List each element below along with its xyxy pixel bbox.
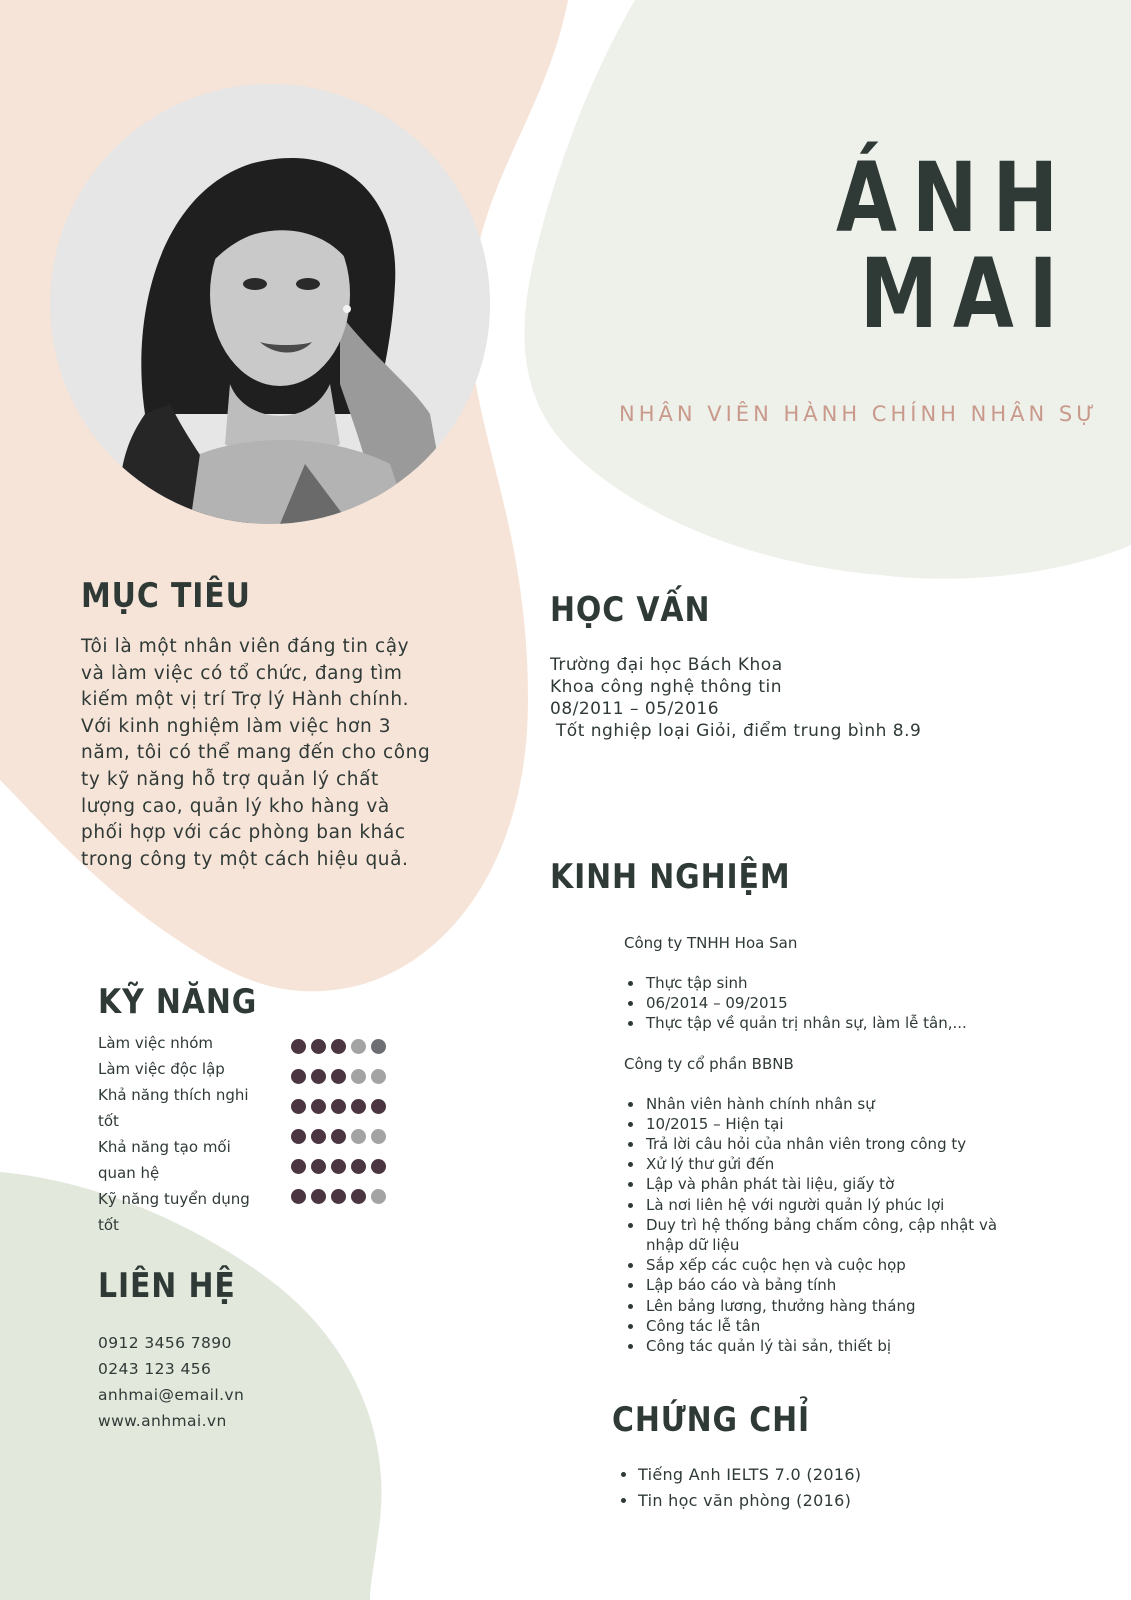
certificates-heading: CHỨNG CHỈ [612,1400,811,1440]
experience-item: • Sắp xếp các cuộc hẹn và cuộc họp [644,1255,1004,1275]
first-name: ÁNH [836,142,1073,254]
experience-company: Công ty cổ phần BBNB [624,1054,794,1073]
experience-item: • Duy trì hệ thống bảng chấm công, cập nhật và nhập dữ liệu [644,1215,1004,1255]
objective-text [81,634,461,873]
skills-heading: KỸ NĂNG [98,982,258,1022]
experience-heading: KINH NGHIỆM [550,857,791,897]
skills-labels [98,1030,258,1238]
skill-dot-filled [371,1159,386,1174]
skill-dot-filled [311,1099,326,1114]
experience-item: • Lên bảng lương, thưởng hàng tháng [644,1296,1004,1316]
last-name: MAI [860,238,1073,350]
skill-dot-empty [351,1129,366,1144]
skill-dot-filled [291,1039,306,1054]
skill-dot-filled [351,1159,366,1174]
skill-dot-filled [311,1129,326,1144]
skill-rating-row [291,1069,386,1084]
experience-item: • Thực tập về quản trị nhân sự, làm lễ tân,... [644,1013,1044,1033]
objective-line: ty kỹ năng hỗ trợ quản lý chất [81,768,379,790]
experience-item: • Là nơi liên hệ với người quản lý phúc lợi [644,1195,1004,1215]
objective-line: và làm việc có tổ chức, đang tìm [81,662,403,684]
skill-dot-filled [331,1069,346,1084]
objective-line: trong công ty một cách hiệu quả. [81,848,409,870]
experience-item: • Công tác lễ tân [644,1316,1004,1336]
experience-block [624,933,1044,1356]
skill-dot-empty [351,1039,366,1054]
skill-label: Khả năng tạo mối [98,1138,231,1156]
experience-item: • Lập báo cáo và bảng tính [644,1275,1004,1295]
certificate-item: • Tiếng Anh IELTS 7.0 (2016) [638,1462,861,1488]
skill-dot-filled [331,1129,346,1144]
experience-item: • Thực tập sinh [644,973,1044,993]
objective-line: năm, tôi có thể mang đến cho công [81,742,431,764]
skill-dot-filled [351,1189,366,1204]
education-heading: HỌC VẤN [550,590,711,630]
skill-rating-dots [291,1039,386,1219]
contact-website[interactable]: www.anhmai.vn [98,1412,227,1430]
experience-items-1 [624,973,1044,1034]
skill-dot-filled [311,1069,326,1084]
skill-label: Làm việc nhóm [98,1034,214,1052]
objective-heading: MỤC TIÊU [81,576,251,616]
skill-label: tốt [98,1216,119,1234]
portrait-illustration [50,84,490,524]
skill-dot-filled [371,1099,386,1114]
skill-dot-filled [331,1159,346,1174]
skill-label: Kỹ năng tuyển dụng [98,1190,250,1208]
skill-dot-empty [371,1069,386,1084]
skill-label: quan hệ [98,1164,160,1182]
skill-label: tốt [98,1112,119,1130]
skill-rating-row [291,1039,386,1054]
skill-dot-filled [311,1159,326,1174]
objective-line: Với kinh nghiệm làm việc hơn 3 [81,715,392,737]
skill-dot-filled [331,1039,346,1054]
skill-dot-filled [291,1069,306,1084]
objective-line: Tôi là một nhân viên đáng tin cậy [81,636,410,657]
skill-dot-empty [371,1189,386,1204]
contact-landline[interactable]: 0243 123 456 [98,1360,212,1378]
skill-rating-row [291,1189,386,1204]
contact-mobile[interactable]: 0912 3456 7890 [98,1334,232,1352]
experience-item: • Nhân viên hành chính nhân sự [644,1094,1004,1114]
experience-item: • 06/2014 – 09/2015 [644,993,1044,1013]
education-block [550,654,921,742]
experience-item: • Lập và phân phát tài liệu, giấy tờ [644,1174,1004,1194]
objective-line: phối hợp với các phòng ban khác [81,822,406,844]
skill-dot-filled [351,1099,366,1114]
contact-heading: LIÊN HỆ [98,1266,236,1306]
experience-items-2 [624,1094,1004,1357]
education-school: Trường đại học Bách Khoa [550,655,783,675]
contact-block [98,1330,244,1434]
skill-dot-empty [371,1039,386,1054]
skill-dot-filled [291,1129,306,1144]
certificate-item: • Tin học văn phòng (2016) [638,1488,861,1514]
skill-dot-filled [311,1189,326,1204]
certificates-list [620,1462,861,1514]
skill-dot-filled [331,1099,346,1114]
job-title: NHÂN VIÊN HÀNH CHÍNH NHÂN SỰ [619,402,1099,426]
skill-rating-row [291,1159,386,1174]
experience-company: Công ty TNHH Hoa San [624,934,798,952]
skill-dot-empty [351,1069,366,1084]
profile-photo [50,84,490,524]
skill-dot-filled [331,1189,346,1204]
skill-dot-filled [291,1099,306,1114]
skill-rating-row [291,1129,386,1144]
skill-dot-empty [371,1129,386,1144]
objective-line: kiếm một vị trí Trợ lý Hành chính. [81,689,410,711]
skill-dot-filled [291,1189,306,1204]
experience-item: • Xử lý thư gửi đến [644,1154,1004,1174]
experience-item: • 10/2015 – Hiện tại [644,1114,1004,1134]
skill-dot-filled [291,1159,306,1174]
skill-label: Làm việc độc lập [98,1060,225,1078]
education-period: 08/2011 – 05/2016 [550,699,720,719]
objective-line: lượng cao, quản lý kho hàng và [81,795,390,817]
experience-item: • Công tác quản lý tài sản, thiết bị [644,1336,1004,1356]
skill-dot-filled [311,1039,326,1054]
skill-label: Khả năng thích nghi [98,1086,249,1104]
experience-item: • Trả lời câu hỏi của nhân viên trong công ty [644,1134,1004,1154]
education-result: Tốt nghiệp loại Giỏi, điểm trung bình 8.9 [550,721,922,741]
contact-email[interactable]: anhmai@email.vn [98,1386,245,1404]
education-faculty: Khoa công nghệ thông tin [550,677,783,697]
skill-rating-row [291,1099,386,1114]
